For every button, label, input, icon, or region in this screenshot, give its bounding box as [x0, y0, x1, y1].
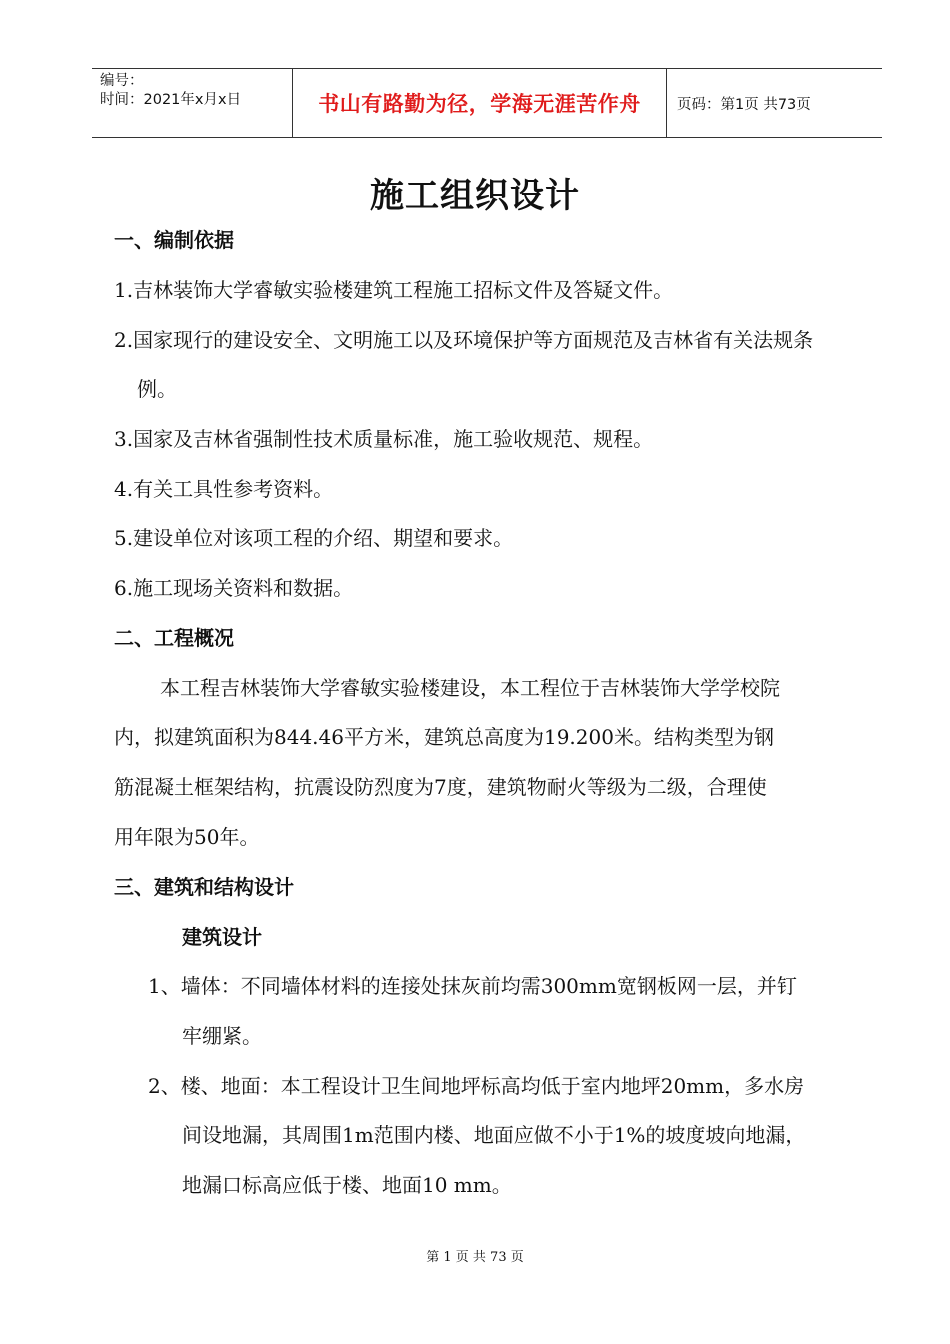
section-2-heading: 二、工程概况	[114, 626, 234, 650]
section-3-item-2-cont-1: 间设地漏，其周围1m范围内楼、地面应做不小于1%的坡度坡向地漏，	[182, 1123, 806, 1147]
section-3-item-1: 1、墙体：不同墙体材料的连接处抹灰前均需300mm宽钢板网一层，并钉	[148, 974, 797, 998]
header-page-number: 页码：第1页 共73页	[677, 96, 811, 113]
header-meta	[92, 69, 293, 137]
header-number: 编号：	[100, 73, 144, 89]
section-2-paragraph-line-2: 内，拟建筑面积为844.46平方米，建筑总高度为19.200米。结构类型为钢	[114, 725, 774, 749]
section-2-paragraph-line-4: 用年限为50年。	[114, 825, 260, 849]
section-3-item-1-cont: 牢绷紧。	[182, 1024, 262, 1048]
page-footer: 第 1 页 共 73 页	[426, 1250, 524, 1265]
section-3-heading: 三、建筑和结构设计	[114, 875, 294, 899]
section-1-item-2: 2.国家现行的建设安全、文明施工以及环境保护等方面规范及吉林省有关法规条	[114, 328, 814, 352]
section-3-subheading: 建筑设计	[182, 925, 262, 949]
section-1-item-5: 5.建设单位对该项工程的介绍、期望和要求。	[114, 526, 514, 550]
section-1-heading: 一、编制依据	[114, 228, 234, 252]
page-header	[92, 68, 882, 138]
section-2-paragraph-line-3: 筋混凝土框架结构，抗震设防烈度为7度，建筑物耐火等级为二级，合理使	[114, 775, 767, 799]
header-motto: 书山有路勤为径，学海无涯苦作舟	[293, 69, 667, 137]
section-3-item-2-cont-2: 地漏口标高应低于楼、地面10 mm。	[182, 1173, 512, 1197]
header-time: 时间：2021年x月x日	[100, 92, 242, 108]
section-3-item-2: 2、楼、地面：本工程设计卫生间地坪标高均低于室内地坪20mm，多水房	[148, 1074, 805, 1098]
document-title: 施工组织设计	[370, 176, 580, 216]
section-1-item-2-cont: 例。	[137, 377, 177, 401]
section-1-item-6: 6.施工现场关资料和数据。	[114, 576, 354, 600]
section-1-item-3: 3.国家及吉林省强制性技术质量标准，施工验收规范、规程。	[114, 427, 654, 451]
section-1-item-4: 4.有关工具性参考资料。	[114, 477, 334, 501]
section-2-paragraph-line-1: 本工程吉林装饰大学睿敏实验楼建设，本工程位于吉林装饰大学学校院	[160, 676, 780, 700]
section-1-item-1: 1.吉林装饰大学睿敏实验楼建筑工程施工招标文件及答疑文件。	[114, 278, 674, 302]
